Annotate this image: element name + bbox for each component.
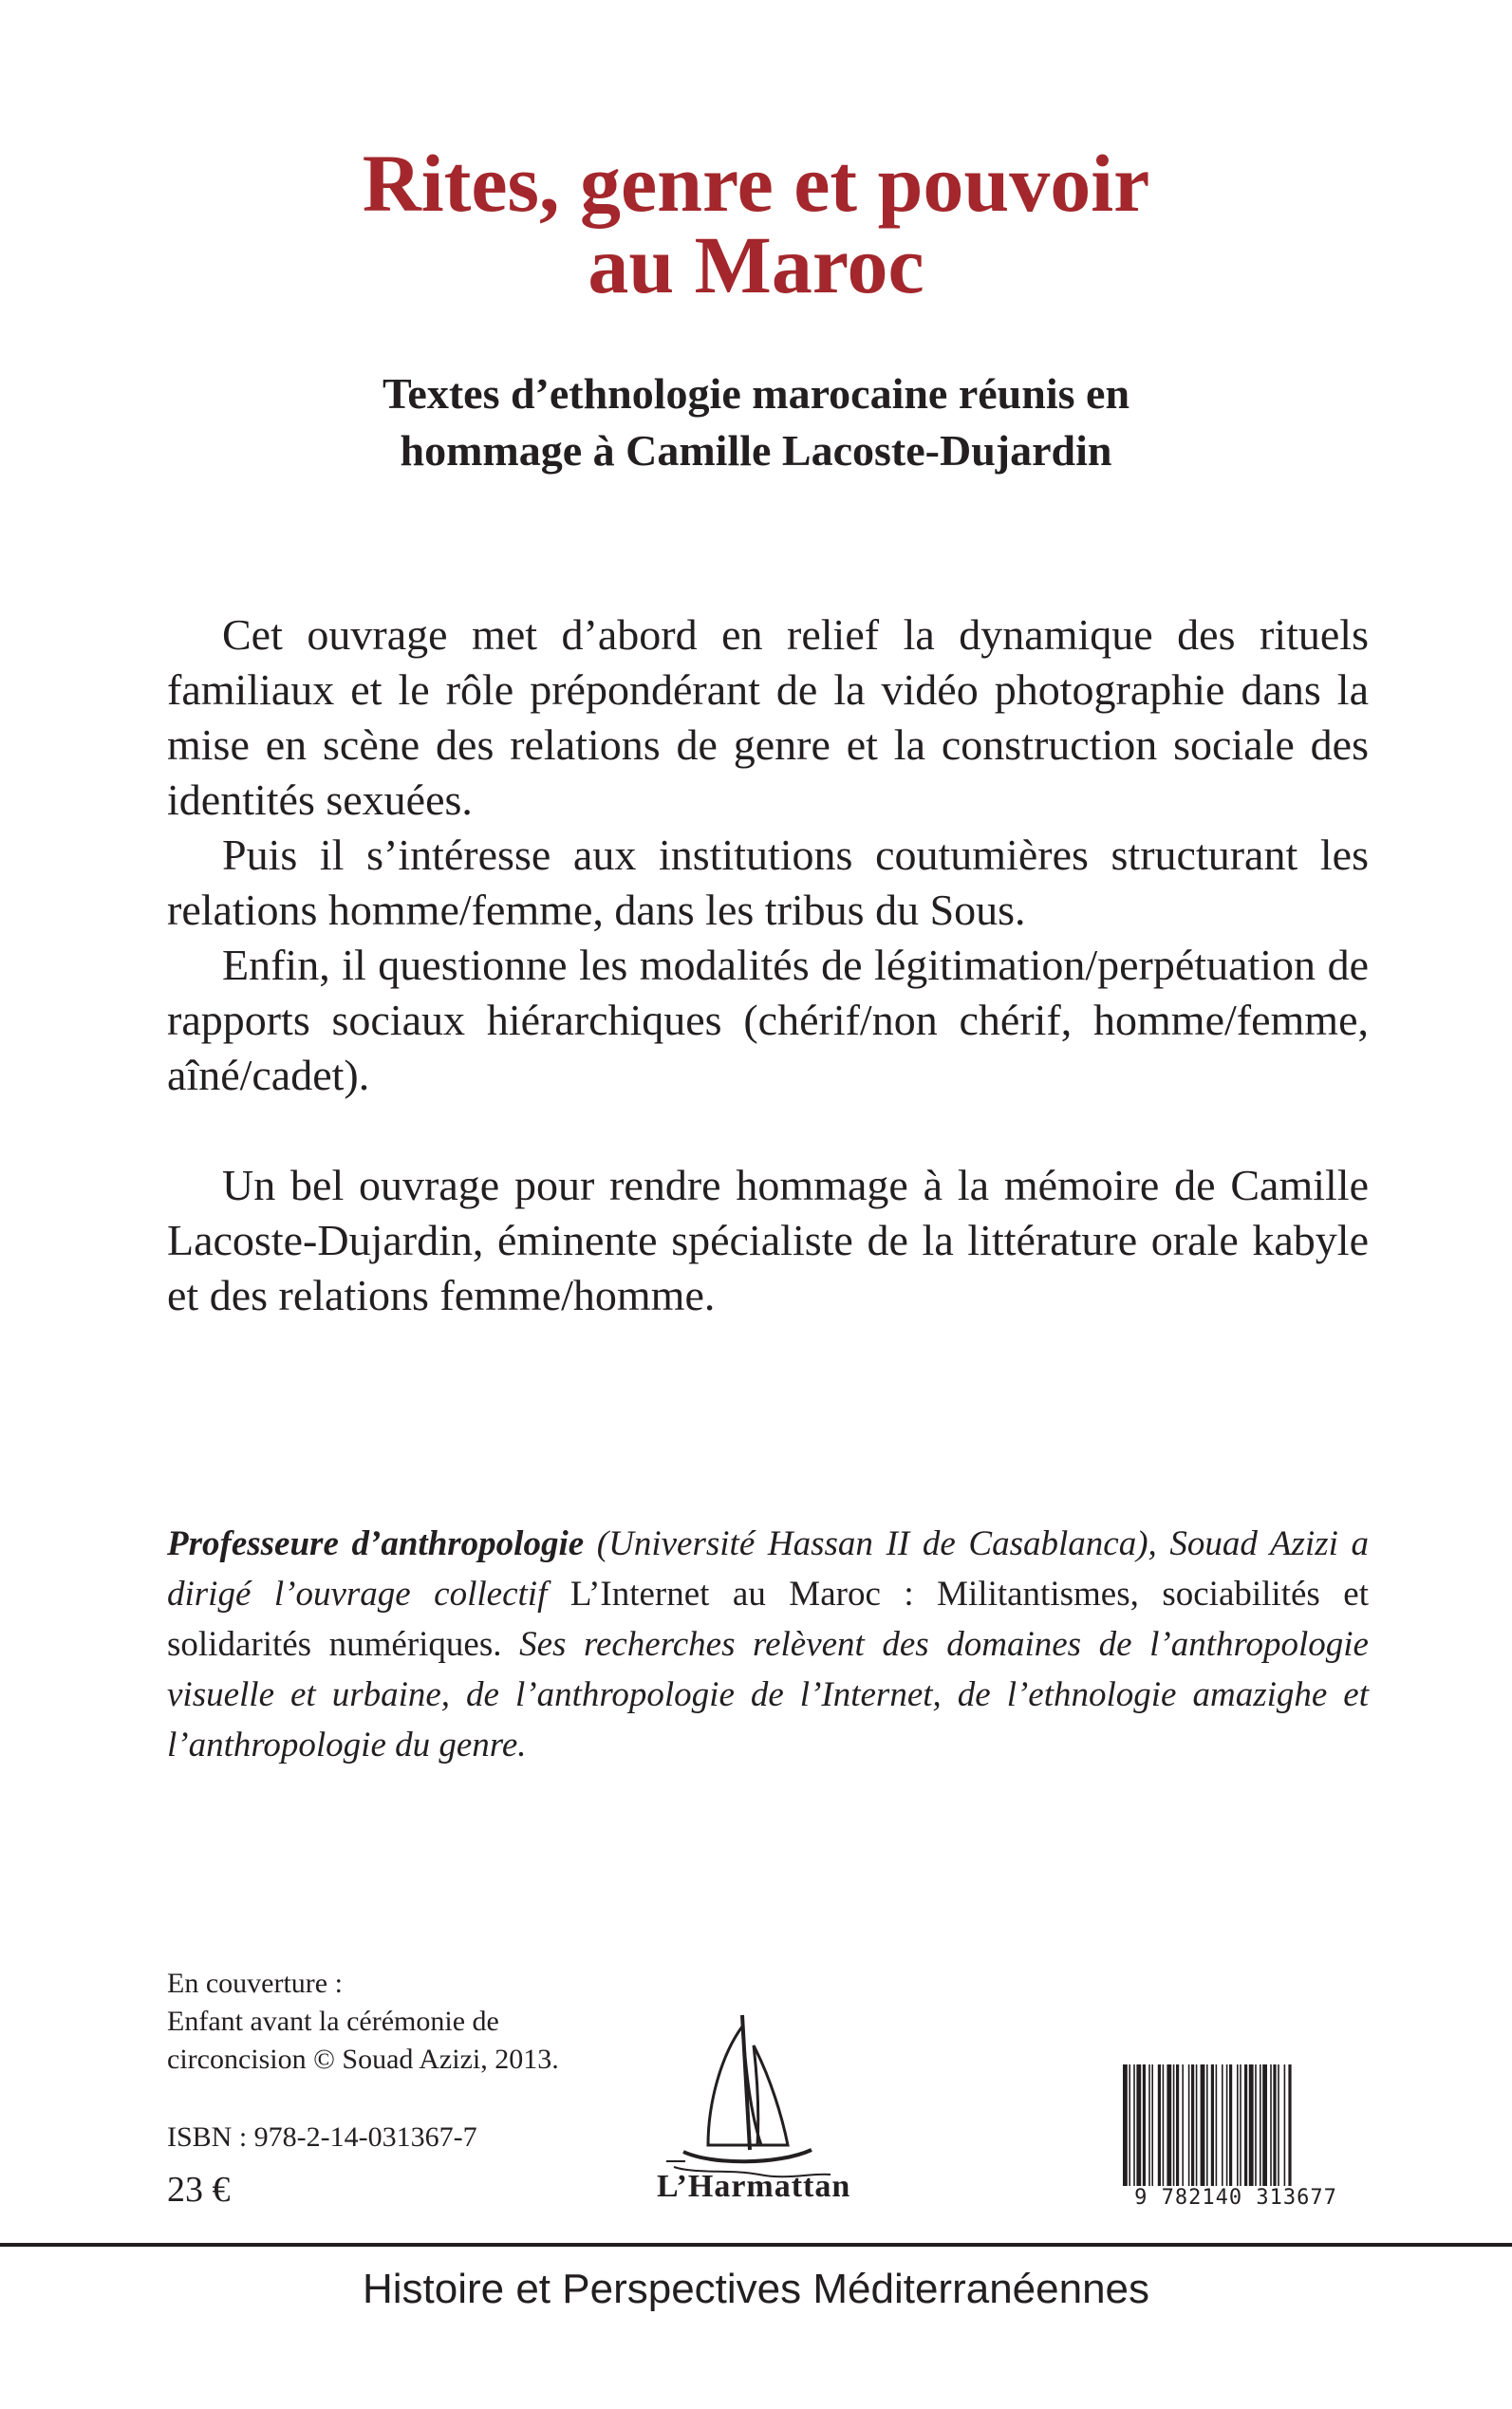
credits-line-1: En couverture : <box>167 1968 343 1999</box>
footer-divider <box>0 2243 1512 2247</box>
summary-paragraph: Puis il s’intéresse aux institutions coutumières structurant les relations homme/femme, dans les tribus du Sous. <box>167 831 1369 934</box>
author-biography-text <box>167 1519 1369 1770</box>
price: 23 € <box>167 2170 231 2210</box>
book-subtitle-line-2: hommage à Camille Lacoste-Dujardin <box>400 425 1112 475</box>
book-subtitle-line-1: Textes d’ethnologie marocaine réunis en <box>382 369 1130 418</box>
series-name: Histoire et Perspectives Méditerranéennes <box>362 2266 1150 2312</box>
back-cover-summary <box>167 607 1369 1323</box>
summary-paragraph: Cet ouvrage met d’abord en relief la dynamique des rituels familiaux et le rôle prépondérant de la vidéo photographie dans la mise en scène des relations de genre et la construction sociale des identités sexuées. <box>167 610 1369 824</box>
book-subtitle <box>0 365 1512 479</box>
author-bio-part-1: (Université Hassan II de Casablanca), Souad Azizi a dirigé l’ouvrage collectif <box>167 1524 1370 1614</box>
credits-line-2: Enfant avant la cérémonie de <box>167 2006 499 2037</box>
edited-book-title: L’Internet au Maroc : Militantismes, sociabilités et solidarités numériques. <box>167 1575 1369 1664</box>
publisher-name: L’Harmattan <box>657 2169 851 2204</box>
summary-paragraph: Un bel ouvrage pour rendre hommage à la mémoire de Camille Lacoste-Dujardin, éminente spécialiste de la littérature orale kabyle et des relations femme/homme. <box>167 1161 1369 1319</box>
isbn: ISBN : 978-2-14-031367-7 <box>167 2121 477 2153</box>
book-title <box>0 138 1512 310</box>
summary-paragraph: Enfin, il questionne les modalités de légitimation/perpétuation de rapports sociaux hiérarchiques (chérif/non chérif, homme/femme, aîné/cadet). <box>167 941 1369 1099</box>
barcode-digits: 9 782140 313677 <box>1119 2186 1353 2210</box>
author-role: Professeure d’anthropologie <box>167 1524 585 1563</box>
author-biography <box>167 1519 1369 1770</box>
cover-photo-credits <box>167 1965 559 2079</box>
book-title-line-2: au Maroc <box>588 219 924 310</box>
book-title-line-1: Rites, genre et pouvoir <box>362 138 1150 229</box>
credits-line-3: circoncision © Souad Azizi, 2013. <box>167 2044 559 2075</box>
author-bio-part-2: Ses recherches relèvent des domaines de l’anthropologie visuelle et urbaine, de l’anthropologie de l’Internet, de l’ethnologie amazighe et l’anthropologie du genre. <box>167 1625 1369 1765</box>
